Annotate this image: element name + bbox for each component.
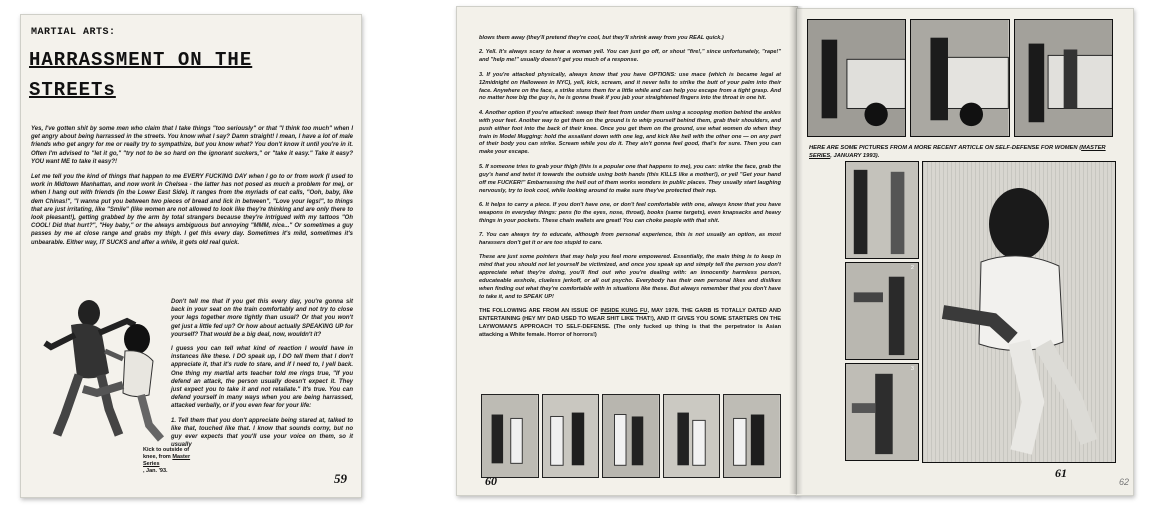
article-body-column — [171, 298, 353, 455]
photo-frame — [845, 363, 919, 461]
list-item: 6. It helps to carry a piece. If you don't have one, or don't feel comfortable with one, always know that you have weapons in everyday things: pens (to the eyes, nose, throat), books (same targets), even knapsacks and heavy things in your pockets. These chain wallets are great! You can choke people with that shit. — [479, 201, 781, 224]
photo-frame — [845, 161, 919, 259]
photo-frame — [663, 394, 721, 478]
page-61 — [796, 8, 1134, 496]
list-item: 3. If you're attacked physically, always know that you have OPTIONS: use mace (which is became legal at 12midnight on Halloween in NYC), yell, kick, scream, and it never tells to strike the butt of your palm into their face. Anywhere on the face, a strike stuns them for a little while and can help you escape from a tight grasp. And no matter how big the guy is, he is gonna freak if you jab your straightened fingers into the throat in one hit. — [479, 71, 781, 102]
frame-number: 3 — [910, 366, 914, 372]
photo-column — [845, 161, 919, 461]
list-item: 4. Another option if you're attacked: sweep their feet from under them using a scooping motion behind the ankles with your feet. Another way to get them on the ground is to whip yourself behind them, grab their shoulders, and push either foot into the back of their knee. Once you get them on the ground, use what women do when they train in Model Mugging: hold the assailant down with one leg, and kick like hell with the other one — on any part of their body you can strike. Scream while you do it. They ain't gonna feel good, that's for sure. Then you can make your escape. — [479, 109, 781, 156]
photo-frame — [1014, 19, 1113, 137]
photo-strip — [481, 394, 781, 478]
list-item: 5. If someone tries to grab your thigh (this is a popular one that happens to me), you can: strike the face, grab the guy's hand and twist it towards the outside using both hands (this KILLS like a mother!), or yell "Get your hand off me FUCKER!" Embarrassing the hell out of them works wonders in public places. They usually start laughing nervously, try to look cool, while looking around to make sure they've protected their rep. — [479, 163, 781, 194]
photo-frame — [481, 394, 539, 478]
headline-line-1: HARRASSMENT ON THE — [29, 49, 253, 71]
paragraph: Don't tell me that if you get this every day, you're gonna sit back in your seat on the train comfortably and not try to close your legs together more tightly than usual? Or that you won't get just a little fed up? Or how about actually SPEAKING UP for yourself? That would be a big deal, now, wouldn't it? — [171, 299, 353, 338]
large-photo — [922, 161, 1116, 463]
strip-caption: THE FOLLOWING ARE FROM AN ISSUE OF INSIDE KUNG FU, MAY 1978. THE GARB IS TOTALLY DATED AND ENTERTAINING (HEY MY DAD USED TO WEAR SHIT LIKE THAT!), AND IT GIVES YOU SOME STARTERS ON THE LAYWOMAN'S APPROACH TO SELF-DEFENSE. (The only fucked up thing is that the perpetrator is Asian attacking a White female. Horror of horrors!) — [479, 308, 781, 339]
spread-60-61 — [456, 6, 1132, 494]
paragraph: blows them away (they'll pretend they're cool, but they'll shrink away from you REAL quick.) — [479, 35, 724, 41]
photo-frame — [910, 19, 1009, 137]
paragraph: 1. Tell them that you don't appreciate being stared at, talked to like that, touched like that. I know that sounds corny, but no guy ever expects that you'll use your voice on them, so it usually — [171, 417, 353, 449]
photo-row — [807, 19, 1113, 137]
article-body-top — [31, 125, 353, 254]
page-number: 60 — [485, 474, 497, 488]
article-headline — [29, 45, 359, 105]
paragraph: I guess you can tell what kind of reaction I would have in instances like these. I DO speak up, I DO tell them that I don't appreciate it, that it's rude to stare, and if I need to, I yell back. One thing my martial arts teacher told me rings true, "If you defend an attack, the person usually doesn't expect it. They just expect you to take it and not retaliate." It's true. You can defend yourself in many ways when you are being harrassed, attacked verbally, or if you even fear for your life: — [171, 346, 353, 410]
page-60-body — [479, 35, 781, 347]
page-59 — [20, 14, 362, 498]
page-60 — [456, 6, 798, 496]
kick-photo — [31, 285, 169, 445]
list-item: 2. Yell. It's always scary to hear a woman yell. You can just go off, or shout "fire!," since unfortunately, "rape!" and "help me!" usually doesn't get you much of a response. — [479, 49, 781, 64]
book-gutter — [789, 6, 803, 494]
photo-frame — [723, 394, 781, 478]
photo-frame — [845, 262, 919, 360]
page-number: 61 — [1055, 466, 1067, 480]
photo-frame — [807, 19, 906, 137]
next-page-number: 62 — [1118, 477, 1129, 487]
paragraph: Yes, I've gotten shit by some men who claim that I take things "too seriously" or that "I think too much" when I get angry about being harrassed in the streets. You know what I say? Damn straight! I mean, I have a lot of male friends who get angry for me or really try to sympathize, but you know what? You don't know it until you're in it. Often I'm advised to "let it go," "try not to be so hard on the ignorant suckers," or "take it easy." Take it easy? YOU want ME to take it easy?! — [31, 126, 353, 165]
paragraph: Let me tell you the kind of things that happen to me EVERY FUCKING DAY when I go to or from work (I used to work in Midtown Manhattan, and now work in Chelsea - the latter has not posed as much a problem for me), or when I hang out with friends (in the Lower East Side). It ranges from the myriads of cat calls, "Ooh, baby, like dem Chinas!", "I wanna put you between two pieces of bread and lick in between", "Love your legs!", to things that are just irritating, like "Smile" (like women are not allowed to look like they're thinking and are only there to look pleasant!), getting grabbed by the arm by total strangers because they're intrigued with my tattoos "Oh COOL! Did that hurt?", "Hey baby," or the always ambiguous but annoying "MMM, nice..." Or sometimes a guy passes by me at close range and grabs my thigh. I get this every day. Sometimes it's mild, sometimes it's unbearable. Either way, IT SUCKS and after a while, it gets old real quick. — [31, 174, 353, 246]
photo-caption: HERE ARE SOME PICTURES FROM A MORE RECENT ARTICLE ON SELF-DEFENSE FOR WOMEN (MASTER SERIES, JANUARY 1993). — [809, 145, 1106, 159]
photo-caption: Kick to outside of knee, from Master Series , Jan. '93. — [143, 447, 191, 474]
photo-frame — [602, 394, 660, 478]
photo-frame — [542, 394, 600, 478]
list-item: 7. You can always try to educate, although from personal experience, this is not usually an option, as most harassers don't get it or are too stupid to care. — [479, 232, 781, 247]
page-number: 59 — [334, 471, 347, 486]
headline-line-2: STREETs — [29, 79, 116, 101]
article-kicker: MARTIAL ARTS: — [31, 27, 116, 38]
paragraph: These are just some pointers that may help you feel more empowered. Essentially, the main thing is to keep in mind that you should not let yourself be victimized, and once you speak up and simply tell the person you don't appreciate what they're doing, you'll find out who you're dealing with: an innocently harmless person, educateable asshole, clueless jerkoff, or all out psycho. Everybody has their own personal likes and dislikes when finding out what they're comfortable with in situations like these. But always remember that you don't have to take it, and to SPEAK UP! — [479, 254, 781, 300]
frame-number: 2 — [910, 265, 914, 271]
